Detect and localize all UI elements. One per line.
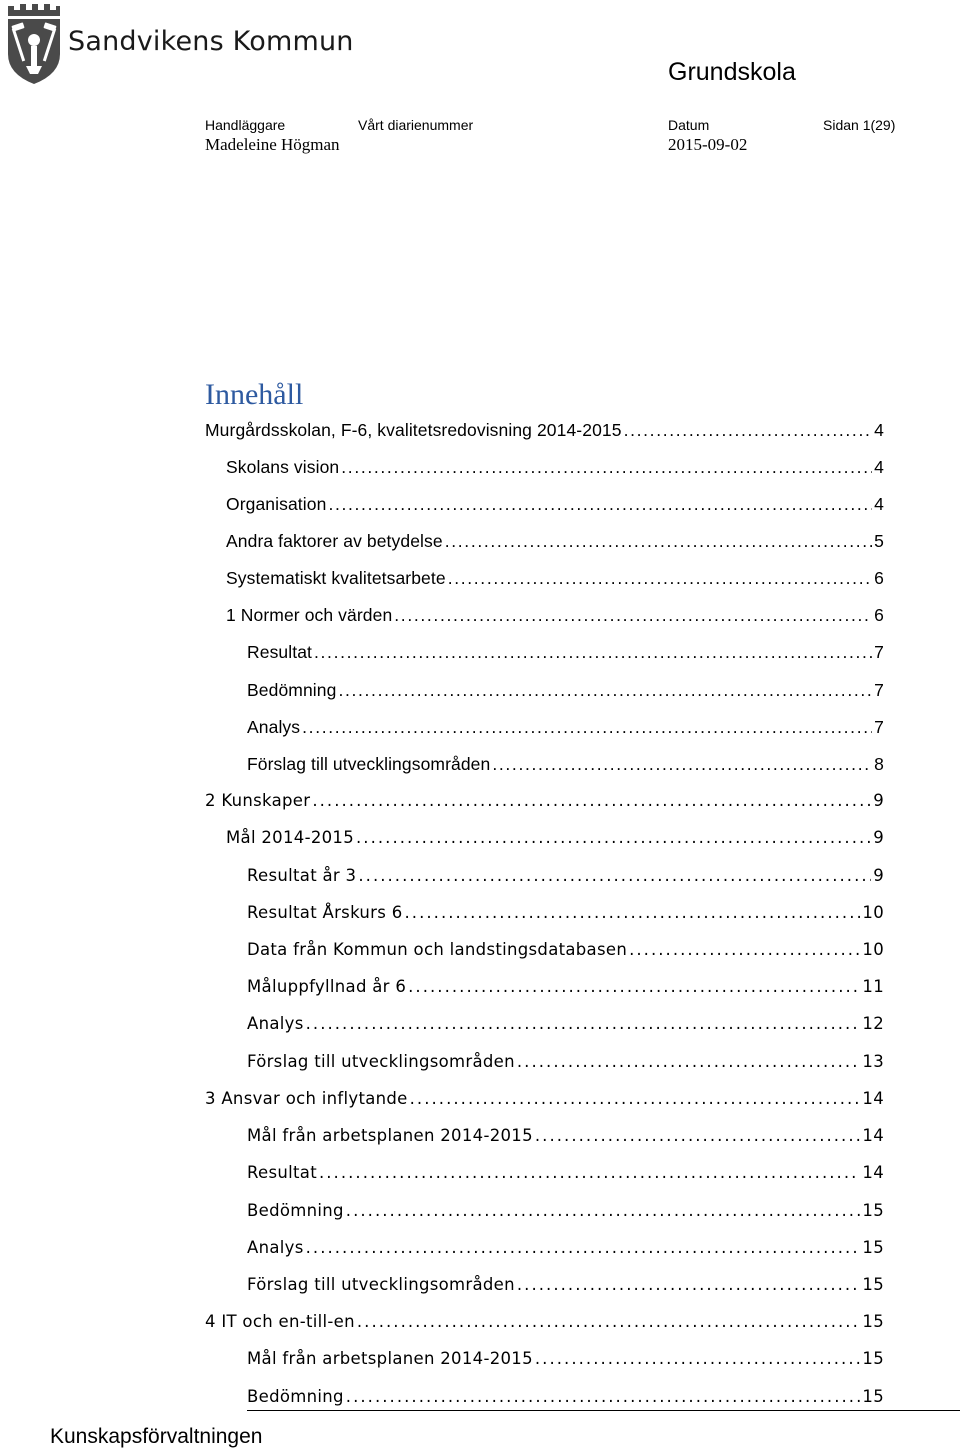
toc-dot-leader	[312, 791, 871, 810]
toc-entry[interactable]	[247, 1126, 884, 1156]
toc-entry[interactable]	[247, 1387, 884, 1417]
toc-entry-page: 13	[862, 1052, 884, 1071]
toc-dot-leader	[535, 1349, 861, 1368]
toc-entry-page: 8	[874, 754, 884, 774]
toc-entry[interactable]	[226, 828, 884, 858]
toc-entry[interactable]	[247, 1238, 884, 1268]
toc-dot-leader	[341, 457, 872, 478]
toc-entry-title: Analys	[247, 717, 301, 737]
toc-entry-title: Analys	[247, 1238, 304, 1257]
document-type: Grundskola	[668, 58, 796, 86]
toc-entry-page: 9	[873, 866, 884, 885]
toc-entry-page: 15	[862, 1201, 884, 1220]
toc-entry-page: 14	[862, 1089, 884, 1108]
toc-entry-title: 4 IT och en-till-en	[205, 1312, 355, 1331]
toc-entry-title: Bedömning	[247, 680, 337, 700]
toc-dot-leader	[314, 642, 872, 663]
toc-dot-leader	[517, 1275, 861, 1294]
toc-entry-page: 14	[862, 1126, 884, 1145]
toc-dot-leader	[306, 1238, 861, 1257]
page-count-label: Sidan 1(29)	[823, 117, 896, 133]
toc-entry[interactable]	[247, 680, 884, 710]
toc-entry-page: 15	[862, 1312, 884, 1331]
toc-entry[interactable]	[247, 1163, 884, 1193]
toc-dot-leader	[629, 940, 860, 959]
toc-dot-leader	[517, 1052, 861, 1071]
toc-dot-leader	[394, 605, 872, 626]
toc-entry-page: 9	[873, 828, 884, 847]
toc-entry-page: 6	[874, 568, 884, 588]
toc-dot-leader	[338, 680, 872, 701]
toc-entry-page: 6	[874, 605, 884, 625]
toc-entry[interactable]	[247, 977, 884, 1007]
toc-entry-page: 14	[862, 1163, 884, 1182]
toc-entry[interactable]	[247, 754, 884, 784]
toc-entry-title: Organisation	[226, 494, 327, 514]
organization-name: Sandvikens Kommun	[68, 26, 354, 57]
toc-entry[interactable]	[205, 1312, 884, 1342]
toc-entry[interactable]	[247, 940, 884, 970]
toc-dot-leader	[445, 531, 872, 552]
footer-department: Kunskapsförvaltningen	[50, 1425, 263, 1448]
toc-dot-leader	[492, 754, 872, 775]
toc-entry-page: 9	[873, 791, 884, 810]
coat-of-arms-icon	[4, 2, 64, 86]
toc-entry-page: 15	[862, 1275, 884, 1294]
toc-entry[interactable]	[226, 605, 884, 635]
toc-entry[interactable]	[247, 866, 884, 896]
datum-value: 2015-09-02	[668, 135, 748, 154]
toc-entry-title: Resultat	[247, 1163, 317, 1182]
toc-entry-page: 7	[874, 680, 884, 700]
handlaggare-value: Madeleine Högman	[205, 135, 340, 154]
toc-entry-title: Måluppfyllnad år 6	[247, 977, 407, 996]
toc-dot-leader	[410, 1089, 861, 1108]
toc-dot-leader	[306, 1014, 861, 1033]
toc-entry[interactable]	[247, 1201, 884, 1231]
toc-entry-page: 12	[862, 1014, 884, 1033]
toc-heading: Innehåll	[205, 378, 304, 411]
toc-entry[interactable]	[247, 642, 884, 672]
toc-entry[interactable]	[205, 1089, 884, 1119]
toc-entry-title: Analys	[247, 1014, 304, 1033]
toc-entry[interactable]	[205, 420, 884, 450]
toc-entry[interactable]	[247, 903, 884, 933]
toc-entry-title: Mål från arbetsplanen 2014-2015	[247, 1126, 533, 1145]
toc-dot-leader	[448, 568, 872, 589]
toc-entry-page: 11	[862, 977, 884, 996]
toc-entry[interactable]	[247, 1275, 884, 1305]
toc-entry-title: 1 Normer och värden	[226, 605, 393, 625]
toc-entry-title: Resultat år 3	[247, 866, 357, 885]
toc-dot-leader	[346, 1201, 861, 1220]
toc-entry-title: Data från Kommun och landstingsdatabasen	[247, 940, 628, 959]
toc-entry-title: Förslag till utvecklingsområden	[247, 754, 491, 774]
toc-entry-page: 7	[874, 717, 884, 737]
toc-entry-title: Förslag till utvecklingsområden	[247, 1052, 515, 1071]
toc-entry-title: Förslag till utvecklingsområden	[247, 1275, 515, 1294]
toc-entry[interactable]	[247, 1014, 884, 1044]
handlaggare-label: Handläggare	[205, 117, 286, 133]
toc-dot-leader	[358, 866, 871, 885]
toc-dot-leader	[356, 828, 871, 847]
toc-entry-title: Resultat	[247, 642, 312, 662]
toc-dot-leader	[357, 1312, 861, 1331]
toc-entry-title: Andra faktorer av betydelse	[226, 531, 443, 551]
toc-dot-leader	[346, 1387, 861, 1406]
footer-divider	[247, 1410, 960, 1411]
toc-dot-leader	[408, 977, 860, 996]
toc-entry-page: 15	[862, 1349, 884, 1368]
toc-entry-page: 7	[874, 642, 884, 662]
toc-dot-leader	[302, 717, 872, 738]
toc-entry-page: 15	[862, 1238, 884, 1257]
toc-entry-title: Systematiskt kvalitetsarbete	[226, 568, 446, 588]
toc-entry-title: 3 Ansvar och inflytande	[205, 1089, 408, 1108]
toc-entry-page: 4	[874, 420, 884, 440]
toc-entry-page: 10	[862, 940, 884, 959]
toc-entry-title: Skolans vision	[226, 457, 340, 477]
toc-entry-page: 4	[874, 457, 884, 477]
municipality-logo	[4, 2, 354, 86]
toc-entry-title: Resultat Årskurs 6	[247, 903, 403, 922]
toc-entry-title: Bedömning	[247, 1387, 344, 1406]
datum-label: Datum	[668, 117, 710, 133]
toc-entry-page: 15	[862, 1387, 884, 1406]
toc-entry-title: 2 Kunskaper	[205, 791, 311, 810]
diarienummer-label: Vårt diarienummer	[358, 117, 474, 133]
toc-entry-title: Murgårdsskolan, F-6, kvalitetsredovisning 2014-2015	[205, 420, 622, 440]
toc-dot-leader	[624, 420, 873, 441]
toc-dot-leader	[405, 903, 861, 922]
toc-entry[interactable]	[205, 791, 884, 821]
toc-entry-title: Mål 2014-2015	[226, 828, 355, 847]
toc-entry[interactable]	[226, 494, 884, 524]
toc-dot-leader	[328, 494, 872, 515]
toc-entry[interactable]	[247, 1052, 884, 1082]
toc-entry-page: 10	[862, 903, 884, 922]
toc-dot-leader	[535, 1126, 861, 1145]
toc-dot-leader	[319, 1163, 860, 1182]
toc-entry[interactable]	[226, 531, 884, 561]
toc-entry[interactable]	[247, 717, 884, 747]
toc-entry[interactable]	[226, 457, 884, 487]
toc-entry[interactable]	[226, 568, 884, 598]
toc-entry[interactable]	[247, 1349, 884, 1379]
toc-entry-page: 4	[874, 494, 884, 514]
toc-entry-title: Bedömning	[247, 1201, 344, 1220]
toc-entry-page: 5	[874, 531, 884, 551]
toc-entry-title: Mål från arbetsplanen 2014-2015	[247, 1349, 533, 1368]
